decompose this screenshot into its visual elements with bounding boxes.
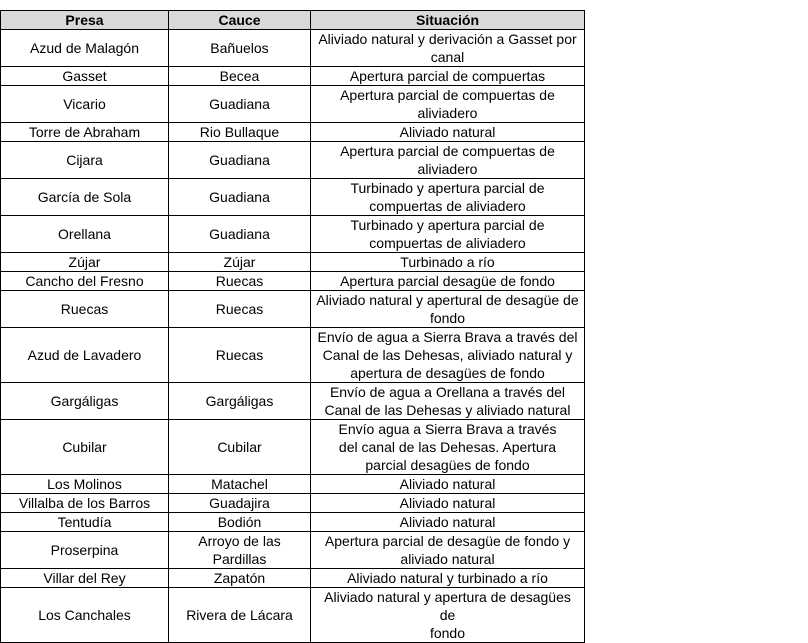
cell-cauce: Guadajira (169, 494, 311, 513)
cell-presa: Gargáligas (1, 383, 169, 420)
table-row (1, 291, 585, 328)
dams-table-body (1, 30, 585, 643)
cell-presa: Cijara (1, 142, 169, 179)
cell-presa: Zújar (1, 253, 169, 272)
cell-situacion: Apertura parcial de compuertas (311, 67, 585, 86)
table-row (1, 383, 585, 420)
cell-situacion: Aliviado natural y apertural de desagüe de fondo (311, 291, 585, 328)
cell-presa: Tentudía (1, 513, 169, 532)
table-row (1, 475, 585, 494)
cell-situacion: Aliviado natural y turbinado a río (311, 569, 585, 588)
cell-cauce: Gargáligas (169, 383, 311, 420)
table-row (1, 142, 585, 179)
dams-table (0, 10, 585, 643)
cell-cauce: Rivera de Lácara (169, 588, 311, 643)
cell-presa: Azud de Lavadero (1, 328, 169, 383)
table-row (1, 123, 585, 142)
cell-cauce: Zújar (169, 253, 311, 272)
table-row (1, 216, 585, 253)
header-presa: Presa (1, 11, 169, 30)
table-row (1, 513, 585, 532)
table-row (1, 272, 585, 291)
header-cauce: Cauce (169, 11, 311, 30)
table-row (1, 569, 585, 588)
cell-situacion: Apertura parcial de desagüe de fondo y aliviado natural (311, 532, 585, 569)
cell-presa: García de Sola (1, 179, 169, 216)
cell-presa: Azud de Malagón (1, 30, 169, 67)
cell-situacion: Aliviado natural y derivación a Gasset por canal (311, 30, 585, 67)
cell-presa: Cancho del Fresno (1, 272, 169, 291)
cell-presa: Proserpina (1, 532, 169, 569)
cell-cauce: Bodión (169, 513, 311, 532)
table-row (1, 328, 585, 383)
cell-presa: Vicario (1, 86, 169, 123)
cell-presa: Villar del Rey (1, 569, 169, 588)
cell-presa: Los Canchales (1, 588, 169, 643)
table-row (1, 420, 585, 475)
cell-situacion: Turbinado y apertura parcial de compuertas de aliviadero (311, 179, 585, 216)
cell-presa: Orellana (1, 216, 169, 253)
cell-presa: Cubilar (1, 420, 169, 475)
cell-situacion: Envío de agua a Sierra Brava a través del Canal de las Dehesas, aliviado natural y apertura de desagües de fondo (311, 328, 585, 383)
cell-situacion: Aliviado natural y apertura de desagües de fondo (311, 588, 585, 643)
cell-cauce: Guadiana (169, 216, 311, 253)
cell-situacion: Aliviado natural (311, 123, 585, 142)
cell-cauce: Guadiana (169, 142, 311, 179)
cell-situacion: Turbinado a río (311, 253, 585, 272)
cell-cauce: Becea (169, 67, 311, 86)
cell-cauce: Matachel (169, 475, 311, 494)
table-row (1, 86, 585, 123)
cell-presa: Los Molinos (1, 475, 169, 494)
table-row (1, 253, 585, 272)
cell-cauce: Rio Bullaque (169, 123, 311, 142)
table-row (1, 179, 585, 216)
cell-presa: Gasset (1, 67, 169, 86)
table-row (1, 494, 585, 513)
header-situacion: Situación (311, 11, 585, 30)
cell-cauce: Cubilar (169, 420, 311, 475)
cell-situacion: Aliviado natural (311, 513, 585, 532)
cell-cauce: Bañuelos (169, 30, 311, 67)
table-row (1, 588, 585, 643)
cell-cauce: Guadiana (169, 179, 311, 216)
cell-cauce: Ruecas (169, 291, 311, 328)
cell-cauce: Arroyo de las Pardillas (169, 532, 311, 569)
cell-situacion: Aliviado natural (311, 494, 585, 513)
table-row (1, 67, 585, 86)
cell-situacion: Envío de agua a Orellana a través del Canal de las Dehesas y aliviado natural (311, 383, 585, 420)
cell-cauce: Ruecas (169, 328, 311, 383)
cell-situacion: Apertura parcial desagüe de fondo (311, 272, 585, 291)
cell-presa: Ruecas (1, 291, 169, 328)
cell-presa: Torre de Abraham (1, 123, 169, 142)
table-row (1, 30, 585, 67)
cell-situacion: Aliviado natural (311, 475, 585, 494)
cell-presa: Villalba de los Barros (1, 494, 169, 513)
cell-situacion: Apertura parcial de compuertas de aliviadero (311, 142, 585, 179)
cell-situacion: Turbinado y apertura parcial de compuertas de aliviadero (311, 216, 585, 253)
table-row (1, 532, 585, 569)
header-row (1, 11, 585, 30)
cell-situacion: Envío agua a Sierra Brava a través del canal de las Dehesas. Apertura parcial desagües de fondo (311, 420, 585, 475)
cell-cauce: Ruecas (169, 272, 311, 291)
cell-situacion: Apertura parcial de compuertas de aliviadero (311, 86, 585, 123)
cell-cauce: Guadiana (169, 86, 311, 123)
cell-cauce: Zapatón (169, 569, 311, 588)
